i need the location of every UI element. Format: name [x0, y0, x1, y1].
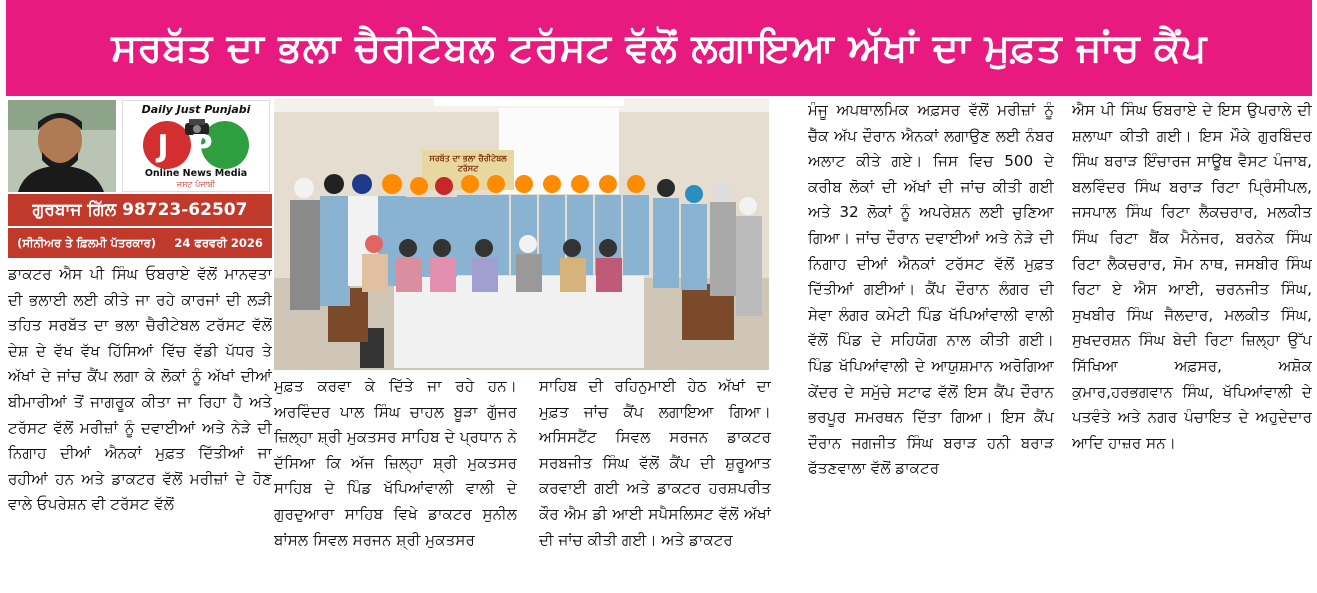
article-column-2: ਮੁਫ਼ਤ ਕਰਵਾ ਕੇ ਦਿੱਤੇ ਜਾ ਰਹੇ ਹਨ। ਅਰਵਿੰਦਰ ਪਾਲ ਸਿੰਘ ਚਾਹਲ ਬੂੜਾ ਗੁੱਜਰ ਜ਼ਿਲ੍ਹਾ ਸ਼੍ਰੀ ਮੁਕਤਸਰ ਸਾਹਿਬ ਦੇ ਪ੍ਰਧਾਨ ਨੇ ਦੱਸਿਆ ਕਿ ਅੱਜ ਜ਼ਿਲ੍ਹਾ ਸ਼੍ਰੀ ਮੁਕਤਸਰ ਸਾਹਿਬ ਦੇ ਪਿੰਡ ਖੱਪਿਆਂਵਾਲੀ ਵਾਲੀ ਦੇ ਗੁਰਦੁਆਰਾ ਸਾਹਿਬ ਵਿਖੇ ਡਾਕਟਰ ਸੁਨੀਲ ਬਾਂਸਲ ਸਿਵਲ ਸਰਜਨ ਸ਼੍ਰੀ ਮੁਕਤਸਰ	[274, 377, 517, 549]
reporter-portrait-icon	[8, 100, 116, 192]
reporter-name-phone: ਗੁਰਬਾਜ ਗਿੱਲ 98723-62507	[8, 194, 272, 226]
article-column-4: ਮੰਜੂ ਅਪਥਾਲਮਿਕ ਅਫ਼ਸਰ ਵੱਲੋਂ ਮਰੀਜ਼ਾਂ ਨੂੰ ਚੈੱਕ ਅੱਪ ਦੌਰਾਨ ਐਨਕਾਂ ਲਗਾਉਣ ਲਈ ਨੰਬਰ ਅਲਾਟ ਕੀਤੇ ਗਏ। ਜਿਸ ਵਿਚ 500 ਦੇ ਕਰੀਬ ਲੋਕਾਂ ਦੀ ਅੱਖਾਂ ਦੀ ਜਾਂਚ ਕੀਤੀ ਗਈ ਅਤੇ 32 ਲੋਕਾਂ ਨੂੰ ਅਪਰੇਸ਼ਨ ਲਈ ਚੁਣਿਆ ਗਿਆ। ਜਾਂਚ ਦੌਰਾਨ ਦਵਾਈਆਂ ਅਤੇ ਨੇੜੇ ਦੀ ਨਿਗਾਹ ਦੀਆਂ ਐਨਕਾਂ ਟਰੱਸਟ ਵੱਲੋਂ ਮੁਫ਼ਤ ਦਿੱਤੀਆਂ ਗਈਆਂ। ਕੈਂਪ ਦੌਰਾਨ ਲੰਗਰ ਦੀ ਸੇਵਾ ਲੰਗਰ ਕਮੇਟੀ ਪਿੰਡ ਖੱਪਿਆਂਵਾਲੀ ਵਾਲੀ ਵੱਲੋਂ ਪਿੰਡ ਦੇ ਸਹਿਯੋਗ ਨਾਲ ਕੀਤੀ ਗਈ। ਪਿੰਡ ਖੱਪਿਆਂਵਾਲੀ ਦੇ ਆਯੁਸ਼ਮਾਨ ਅਰੋਗਿਆ ਕੇਂਦਰ ਦੇ ਸਮੁੱਚੇ ਸਟਾਫ ਵੱਲੋਂ ਇਸ ਕੈਂਪ ਦੌਰਾਨ ਭਰਪੂਰ ਸਮਰਥਨ ਦਿੱਤਾ ਗਿਆ। ਇਸ ਕੈਂਪ ਦੌਰਾਨ ਜਗਜੀਤ ਸਿੰਘ ਬਰਾੜ ਹਨੀ ਬਰਾੜ ਫੱਤਣਵਾਲਾ ਵੱਲੋਂ ਡਾਕਟਰ	[808, 101, 1054, 478]
reporter-role: (ਸੀਨੀਅਰ ਤੇ ਫ਼ਿਲਮੀ ਪੱਤਰਕਾਰ)	[17, 235, 157, 250]
article-column-5: ਐਸ ਪੀ ਸਿੰਘ ਓਬਰਾਏ ਦੇ ਇਸ ਉਪਰਾਲੇ ਦੀ ਸ਼ਲਾਘਾ ਕੀਤੀ ਗਈ। ਇਸ ਮੌਕੇ ਗੁਰਬਿੰਦਰ ਸਿੰਘ ਬਰਾੜ ਇੰਚਾਰਜ ਸਾਊਥ ਵੈਸਟ ਪੰਜਾਬ, ਬਲਵਿੰਦਰ ਸਿੰਘ ਬਰਾੜ ਰਿਟਾ ਪ੍ਰਿੰਸੀਪਲ, ਜਸਪਾਲ ਸਿੰਘ ਰਿਟਾ ਲੈਕਚਰਾਰ, ਮਲਕੀਤ ਸਿੰਘ ਰਿਟਾ ਬੈਂਕ ਮੈਨੇਜਰ, ਬਰਨੇਕ ਸਿੰਘ ਰਿਟਾ ਲੈਕਚਰਾਰ, ਸੋਮ ਨਾਥ, ਜਸਬੀਰ ਸਿੰਘ ਰਿਟਾ ਏ ਐਸ ਆਈ, ਚਰਨਜੀਤ ਸਿੰਘ, ਸੁਖਬੀਰ ਸਿੰਘ ਜੈਲਦਾਰ, ਮਲਕੀਤ ਸਿੰਘ, ਸੁਖਦਰਸ਼ਨ ਸਿੰਘ ਬੇਦੀ ਰਿਟਾ ਜ਼ਿਲ੍ਹਾ ਉੱਪ ਸਿੱਖਿਆ ਅਫ਼ਸਰ, ਅਸ਼ੋਕ ਕੁਮਾਰ,ਹਰਭਗਵਾਨ ਸਿੰਘ, ਖੱਪਿਆਂਵਾਲੀ ਦੇ ਪਤਵੰਤੇ ਅਤੇ ਨਗਰ ਪੰਚਾਇਤ ਦੇ ਅਹੁਦੇਦਾਰ ਆਦਿ ਹਾਜ਼ਰ ਸਨ।	[1072, 101, 1312, 452]
reporter-photo	[8, 100, 116, 192]
article-column-1: ਡਾਕਟਰ ਐਸ ਪੀ ਸਿੰਘ ਓਬਰਾਏ ਵੱਲੋਂ ਮਾਨਵਤਾ ਦੀ ਭਲਾਈ ਲਈ ਕੀਤੇ ਜਾ ਰਹੇ ਕਾਰਜਾਂ ਦੀ ਲੜੀ ਤਹਿਤ ਸਰਬੱਤ ਦਾ ਭਲਾ ਚੈਰੀਟੇਬਲ ਟਰੱਸਟ ਵੱਲੋਂ ਦੇਸ਼ ਦੇ ਵੱਖ ਵੱਖ ਹਿੱਸਿਆਂ ਵਿੱਚ ਵੱਡੀ ਪੱਧਰ ਤੇ ਅੱਖਾਂ ਦੇ ਜਾਂਚ ਕੈਂਪ ਲਗਾ ਕੇ ਲੋਕਾਂ ਨੂੰ ਅੱਖਾਂ ਦੀਆਂ ਬੀਮਾਰੀਆਂ ਤੋਂ ਜਾਗਰੂਕ ਕੀਤਾ ਜਾ ਰਿਹਾ ਹੈ ਅਤੇ ਟਰੱਸਟ ਵੱਲੋਂ ਮਰੀਜ਼ਾਂ ਨੂੰ ਦਵਾਈਆਂ ਅਤੇ ਨੇੜੇ ਦੀ ਨਿਗਾਹ ਦੀਆਂ ਐਨਕਾਂ ਮੁਫ਼ਤ ਦਿੱਤੀਆਂ ਜਾ ਰਹੀਆਂ ਹਨ ਅਤੇ ਡਾਕਟਰ ਵੱਲੋਂ ਮਰੀਜ਼ਾਂ ਦੇ ਹੋਣ ਵਾਲੇ ਓਪਰੇਸ਼ਨ ਵੀ ਟਰੱਸਟ ਵੱਲੋਂ	[8, 265, 272, 514]
headline: ਸਰਬੱਤ ਦਾ ਭਲਾ ਚੈਰੀਟੇਬਲ ਟਰੱਸਟ ਵੱਲੋਂ ਲਗਾਇਆ ਅੱਖਾਂ ਦਾ ਮੁਫ਼ਤ ਜਾਂਚ ਕੈਂਪ	[6, 0, 1312, 96]
event-photo-image	[274, 98, 769, 370]
reporter-role-date	[8, 228, 272, 258]
publish-date: 24 ਫਰਵਰੀ 2026	[174, 235, 263, 250]
photo-banner-text: ਸਰਬੱਤ ਦਾ ਭਲਾ ਚੈਰੀਟੇਬਲ ਟਰੱਸਟ	[429, 154, 507, 173]
logo-tagline: Online News Media	[144, 168, 248, 179]
article-column-3: ਸਾਹਿਬ ਦੀ ਰਹਿਨੁਮਾਈ ਹੇਠ ਅੱਖਾਂ ਦਾ ਮੁਫ਼ਤ ਜਾਂਚ ਕੈਂਪ ਲਗਾਇਆ ਗਿਆ। ਅਸਿਸਟੈਂਟ ਸਿਵਲ ਸਰਜਨ ਡਾਕਟਰ ਸਰਬਜੀਤ ਸਿੰਘ ਵੱਲੋਂ ਕੈਂਪ ਦੀ ਸ਼ੁਰੂਆਤ ਕਰਵਾਈ ਗਈ ਅਤੇ ਡਾਕਟਰ ਹਰਸ਼ਪਰੀਤ ਕੌਰ ਐਮ ਡੀ ਆਈ ਸਪੈਸਲਿਸਟ ਵੱਲੋਂ ਅੱਖਾਂ ਦੀ ਜਾਂਚ ਕੀਤੀ ਗਈ। ਅਤੇ ਡਾਕਟਰ	[539, 377, 771, 549]
reporter-block	[8, 100, 272, 260]
logo-mark: JP	[157, 129, 235, 164]
news-logo: Daily Just Punjabi JP Online News Media ਜਸਟ ਪੰਜਾਬੀ	[122, 100, 270, 192]
event-photo	[274, 98, 769, 370]
logo-tagline-punjabi: ਜਸਟ ਪੰਜਾਬੀ	[176, 180, 216, 189]
